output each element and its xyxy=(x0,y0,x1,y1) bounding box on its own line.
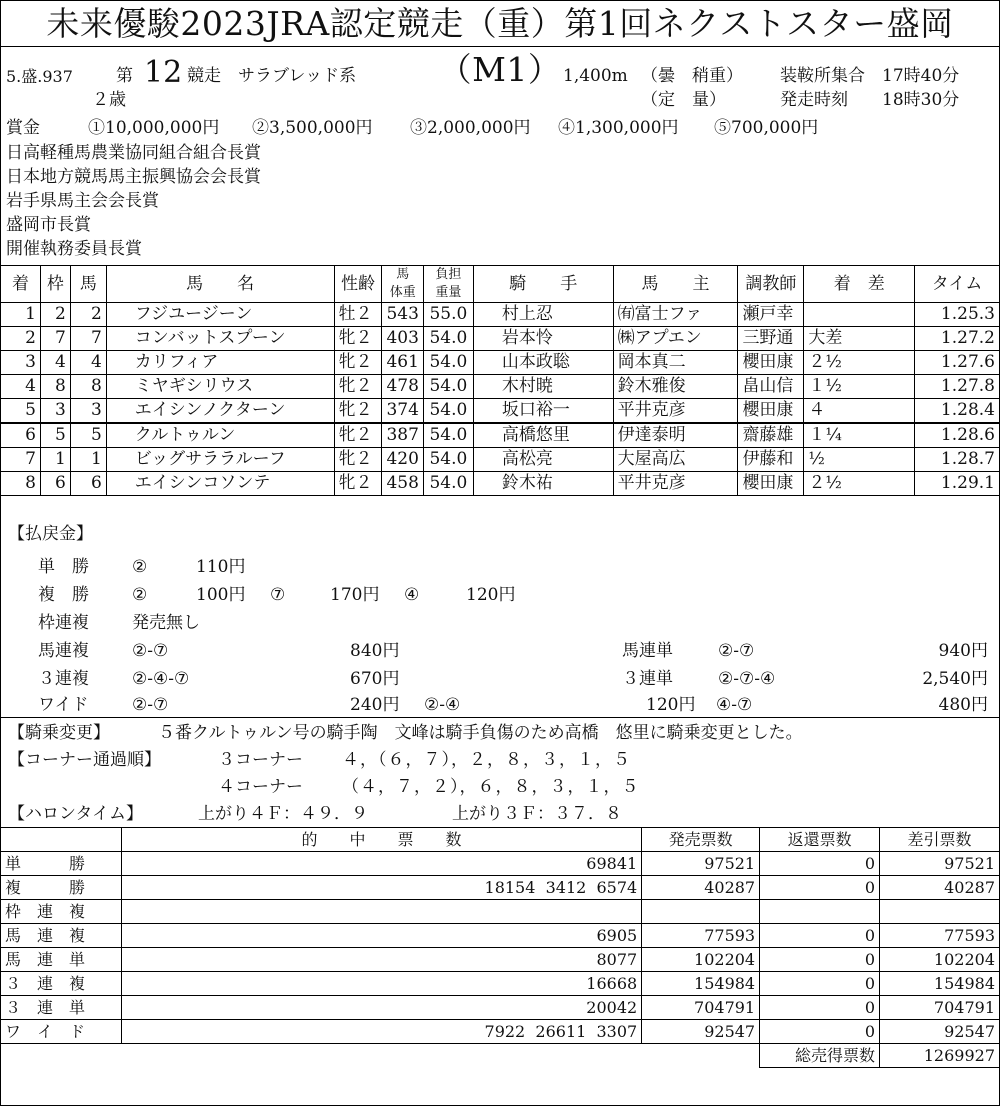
result-trainer: 櫻田康 xyxy=(738,472,804,496)
results-header-row xyxy=(1,266,1000,303)
result-owner: 岡本真二 xyxy=(613,351,738,375)
votes-label: ３ 連 複 xyxy=(1,972,122,996)
result-burden: 54.0 xyxy=(423,327,473,351)
result-margin: １¼ xyxy=(804,423,915,448)
gather-label: 装鞍所集合 xyxy=(780,66,865,86)
race-number: 12 xyxy=(144,55,183,90)
prize-2: ②3,500,000円 xyxy=(252,118,373,138)
result-owner: 平井克彦 xyxy=(613,399,738,424)
header-weight xyxy=(382,266,423,303)
votes-label: ３ 連 単 xyxy=(1,996,122,1020)
race-weight-rule: （定 量） xyxy=(641,90,726,110)
result-frame: 5 xyxy=(40,423,70,448)
payout-heading: 【払戻金】 xyxy=(8,524,93,544)
votes-row xyxy=(1,924,1000,948)
result-time: 1.27.8 xyxy=(915,375,1000,399)
prize-4: ④1,300,000円 xyxy=(558,118,679,138)
votes-label: 単 勝 xyxy=(1,852,122,876)
result-jockey: 山本政聡 xyxy=(473,351,613,375)
tansho-combo: ② xyxy=(132,557,148,577)
last-4f: 上がり４Ｆ：４９．９ xyxy=(198,804,368,824)
result-owner: 伊達泰明 xyxy=(613,423,738,448)
result-weight: 374 xyxy=(382,399,423,424)
result-jockey: 鈴木祐 xyxy=(473,472,613,496)
sanren-tan-amount: 2,540円 xyxy=(922,669,988,689)
votes-refund xyxy=(760,900,880,924)
votes-hit: 18154 3412 6574 xyxy=(121,876,641,900)
votes-net: 704791 xyxy=(880,996,1000,1020)
votes-label: 複 勝 xyxy=(1,876,122,900)
header-rank: 着 xyxy=(1,266,41,303)
result-horse: カリフィア xyxy=(106,351,334,375)
award-3: 岩手県馬主会会長賞 xyxy=(6,191,159,211)
header-jockey: 騎 手 xyxy=(473,266,613,303)
result-frame: 2 xyxy=(40,303,70,327)
race-distance: 1,400m xyxy=(563,66,628,86)
umaren-fuku-combo: ②-⑦ xyxy=(132,641,169,661)
votes-net: 40287 xyxy=(880,876,1000,900)
votes-row xyxy=(1,1020,1000,1044)
result-weight: 458 xyxy=(382,472,423,496)
votes-refund: 0 xyxy=(760,924,880,948)
result-margin: ½ xyxy=(804,448,915,472)
result-horse: エイシンコソンテ xyxy=(106,472,334,496)
wakuren-value: 発売無し xyxy=(132,613,200,633)
header-burden xyxy=(423,266,473,303)
result-frame: 7 xyxy=(40,327,70,351)
wide-amount-1: 240円 xyxy=(350,695,400,715)
votes-hit: 20042 xyxy=(121,996,641,1020)
votes-total-spacer xyxy=(1,1044,760,1068)
result-jockey: 高橋悠里 xyxy=(473,423,613,448)
change-text: ５番クルトゥルン号の騎手陶 文峰は騎手負傷のため高橋 悠里に騎乗変更とした。 xyxy=(158,723,803,743)
result-num: 7 xyxy=(70,327,106,351)
votes-refund: 0 xyxy=(760,852,880,876)
header-frame: 枠 xyxy=(40,266,70,303)
result-jockey: 木村暁 xyxy=(473,375,613,399)
votes-refund: 0 xyxy=(760,948,880,972)
result-num: 2 xyxy=(70,303,106,327)
header-owner: 馬 主 xyxy=(613,266,738,303)
result-jockey: 高松亮 xyxy=(473,448,613,472)
result-weight: 403 xyxy=(382,327,423,351)
sanren-tan-combo: ②-⑦-④ xyxy=(718,669,776,689)
votes-label: ワ イ ド xyxy=(1,1020,122,1044)
header-burden-line2: 重量 xyxy=(435,285,462,300)
votes-header-row xyxy=(1,828,1000,852)
votes-hit xyxy=(121,900,641,924)
votes-label: 枠 連 複 xyxy=(1,900,122,924)
header-weight-line1: 馬 xyxy=(396,267,410,282)
votes-refund: 0 xyxy=(760,996,880,1020)
result-sexage: 牝２ xyxy=(334,472,382,496)
race-breed: サラブレッド系 xyxy=(238,66,357,86)
wide-combo-2: ②-④ xyxy=(424,695,461,715)
umaren-tan-label: 馬連単 xyxy=(622,641,673,661)
result-sexage: 牝２ xyxy=(334,351,382,375)
fukusho-amount-3: 120円 xyxy=(466,585,516,605)
votes-net: 97521 xyxy=(880,852,1000,876)
result-row xyxy=(1,327,1000,351)
result-horse: ミヤギシリウス xyxy=(106,375,334,399)
result-burden: 55.0 xyxy=(423,303,473,327)
votes-total-row xyxy=(1,1044,1000,1068)
result-frame: 6 xyxy=(40,472,70,496)
votes-sold: 40287 xyxy=(642,876,760,900)
votes-sold: 97521 xyxy=(642,852,760,876)
award-4: 盛岡市長賞 xyxy=(6,215,91,235)
result-margin: ２½ xyxy=(804,472,915,496)
wakuren-label: 枠連複 xyxy=(38,613,89,633)
votes-hit: 69841 xyxy=(121,852,641,876)
result-owner: 大屋高広 xyxy=(613,448,738,472)
corner-label: 【コーナー通過順】 xyxy=(8,750,161,770)
race-code: 5.盛.937 xyxy=(6,67,73,86)
result-num: 3 xyxy=(70,399,106,424)
change-label: 【騎乗変更】 xyxy=(8,723,110,743)
fukusho-combo-3: ④ xyxy=(404,585,420,605)
sanren-tan-label: ３連単 xyxy=(622,669,673,689)
corner3-order: ４，（６，７），２，８，３，１，５ xyxy=(342,750,631,770)
result-horse: ビッグサララルーフ xyxy=(106,448,334,472)
votes-sold: 154984 xyxy=(642,972,760,996)
result-margin: ２½ xyxy=(804,351,915,375)
fukusho-amount-2: 170円 xyxy=(330,585,380,605)
result-row xyxy=(1,472,1000,496)
result-time: 1.27.6 xyxy=(915,351,1000,375)
votes-total-value: 1269927 xyxy=(880,1044,1000,1068)
umaren-fuku-amount: 840円 xyxy=(350,641,400,661)
prize-3: ③2,000,000円 xyxy=(410,118,531,138)
votes-hit: 8077 xyxy=(121,948,641,972)
result-weight: 461 xyxy=(382,351,423,375)
result-owner: ㈲富士ファ xyxy=(613,303,738,327)
result-trainer: 三野通 xyxy=(738,327,804,351)
result-rank: 5 xyxy=(1,399,41,424)
result-horse: エイシンノクターン xyxy=(106,399,334,424)
result-sexage: 牝２ xyxy=(334,423,382,448)
result-time: 1.29.1 xyxy=(915,472,1000,496)
result-num: 8 xyxy=(70,375,106,399)
race-title: 未来優駿2023JRA認定競走（重）第1回ネクストスター盛岡（M1） xyxy=(0,0,1000,47)
wide-combo-1: ②-⑦ xyxy=(132,695,169,715)
result-row xyxy=(1,303,1000,327)
result-num: 5 xyxy=(70,423,106,448)
votes-row xyxy=(1,852,1000,876)
race-dai: 第 xyxy=(116,66,133,86)
result-burden: 54.0 xyxy=(423,423,473,448)
votes-net xyxy=(880,900,1000,924)
result-margin: ４ xyxy=(804,399,915,424)
result-horse: クルトゥルン xyxy=(106,423,334,448)
votes-hit: 6905 xyxy=(121,924,641,948)
header-weight-line2: 体重 xyxy=(389,285,416,300)
votes-refund: 0 xyxy=(760,876,880,900)
result-row xyxy=(1,423,1000,448)
header-sexage: 性齢 xyxy=(334,266,382,303)
umaren-fuku-label: 馬連複 xyxy=(38,641,89,661)
result-jockey: 岩本怜 xyxy=(473,327,613,351)
fukusho-combo-2: ⑦ xyxy=(270,585,286,605)
votes-label: 馬 連 複 xyxy=(1,924,122,948)
votes-row xyxy=(1,900,1000,924)
result-owner: ㈱アプエン xyxy=(613,327,738,351)
tansho-label: 単 勝 xyxy=(38,557,89,577)
votes-net: 92547 xyxy=(880,1020,1000,1044)
umaren-tan-amount: 940円 xyxy=(938,641,988,661)
result-sexage: 牝２ xyxy=(334,375,382,399)
result-burden: 54.0 xyxy=(423,375,473,399)
result-burden: 54.0 xyxy=(423,448,473,472)
votes-label: 馬 連 単 xyxy=(1,948,122,972)
votes-table xyxy=(0,827,1000,1068)
result-time: 1.28.6 xyxy=(915,423,1000,448)
result-owner: 平井克彦 xyxy=(613,472,738,496)
result-weight: 478 xyxy=(382,375,423,399)
corner3-label: ３コーナー xyxy=(218,750,303,770)
result-time: 1.28.4 xyxy=(915,399,1000,424)
votes-header-refund: 返還票数 xyxy=(760,828,880,852)
start-time: 18時30分 xyxy=(882,90,960,110)
votes-net: 154984 xyxy=(880,972,1000,996)
votes-refund: 0 xyxy=(760,1020,880,1044)
votes-sold: 704791 xyxy=(642,996,760,1020)
tansho-amount: 110円 xyxy=(196,557,246,577)
result-jockey: 坂口裕一 xyxy=(473,399,613,424)
result-rank: 6 xyxy=(1,423,41,448)
result-owner: 鈴木雅俊 xyxy=(613,375,738,399)
wide-amount-2: 120円 xyxy=(646,695,696,715)
furlong-label: 【ハロンタイム】 xyxy=(8,804,143,824)
payout-divider xyxy=(0,717,1000,718)
votes-header-hit: 的 中 票 数 xyxy=(121,828,641,852)
result-burden: 54.0 xyxy=(423,351,473,375)
wide-amount-3: 480円 xyxy=(938,695,988,715)
votes-header-sold: 発売票数 xyxy=(642,828,760,852)
header-burden-line1: 負担 xyxy=(435,267,462,282)
votes-row xyxy=(1,996,1000,1020)
prize-5: ⑤700,000円 xyxy=(714,118,819,138)
result-weight: 387 xyxy=(382,423,423,448)
gather-time: 17時40分 xyxy=(882,66,960,86)
umaren-tan-combo: ②-⑦ xyxy=(718,641,755,661)
last-3f: 上がり３Ｆ：３７．８ xyxy=(452,804,622,824)
result-margin: 大差 xyxy=(804,327,915,351)
result-frame: 4 xyxy=(40,351,70,375)
sanren-fuku-label: ３連複 xyxy=(38,669,89,689)
race-weather-track: （曇 稍重） xyxy=(641,66,743,86)
votes-net: 102204 xyxy=(880,948,1000,972)
result-rank: 8 xyxy=(1,472,41,496)
result-sexage: 牡２ xyxy=(334,303,382,327)
fukusho-combo-1: ② xyxy=(132,585,148,605)
votes-net: 77593 xyxy=(880,924,1000,948)
votes-sold xyxy=(642,900,760,924)
votes-hit: 7922 26611 3307 xyxy=(121,1020,641,1044)
result-frame: 8 xyxy=(40,375,70,399)
result-trainer: 畠山信 xyxy=(738,375,804,399)
result-rank: 2 xyxy=(1,327,41,351)
result-row xyxy=(1,375,1000,399)
votes-row xyxy=(1,972,1000,996)
result-weight: 543 xyxy=(382,303,423,327)
result-frame: 3 xyxy=(40,399,70,424)
result-horse: コンバットスプーン xyxy=(106,327,334,351)
result-num: 1 xyxy=(70,448,106,472)
votes-header-net: 差引票数 xyxy=(880,828,1000,852)
result-jockey: 村上忍 xyxy=(473,303,613,327)
result-horse: フジユージーン xyxy=(106,303,334,327)
result-num: 4 xyxy=(70,351,106,375)
result-trainer: 櫻田康 xyxy=(738,399,804,424)
votes-sold: 102204 xyxy=(642,948,760,972)
result-trainer: 櫻田康 xyxy=(738,351,804,375)
race-kyoso: 競走 xyxy=(187,66,221,86)
header-trainer: 調教師 xyxy=(738,266,804,303)
result-margin xyxy=(804,303,915,327)
votes-total-label: 総売得票数 xyxy=(760,1044,880,1068)
result-trainer: 伊藤和 xyxy=(738,448,804,472)
result-frame: 1 xyxy=(40,448,70,472)
votes-header-blank xyxy=(1,828,122,852)
award-1: 日高軽種馬農業協同組合組合長賞 xyxy=(6,143,261,163)
result-burden: 54.0 xyxy=(423,472,473,496)
header-margin: 着 差 xyxy=(804,266,915,303)
result-time: 1.27.2 xyxy=(915,327,1000,351)
results-table xyxy=(0,265,1000,496)
sanren-fuku-combo: ②-④-⑦ xyxy=(132,669,190,689)
result-num: 6 xyxy=(70,472,106,496)
award-2: 日本地方競馬馬主振興協会会長賞 xyxy=(6,167,261,187)
race-age: ２歳 xyxy=(92,90,126,110)
prize-1: ①10,000,000円 xyxy=(88,118,220,138)
result-rank: 1 xyxy=(1,303,41,327)
result-burden: 54.0 xyxy=(423,399,473,424)
votes-hit: 16668 xyxy=(121,972,641,996)
result-time: 1.28.7 xyxy=(915,448,1000,472)
header-horse: 馬 名 xyxy=(106,266,334,303)
result-rank: 4 xyxy=(1,375,41,399)
result-margin: １½ xyxy=(804,375,915,399)
fukusho-label: 複 勝 xyxy=(38,585,89,605)
votes-row xyxy=(1,876,1000,900)
votes-refund: 0 xyxy=(760,972,880,996)
result-rank: 7 xyxy=(1,448,41,472)
award-5: 開催執務委員長賞 xyxy=(6,239,142,259)
votes-sold: 77593 xyxy=(642,924,760,948)
result-sexage: 牝２ xyxy=(334,327,382,351)
result-row xyxy=(1,399,1000,424)
result-row xyxy=(1,448,1000,472)
result-trainer: 瀬戸幸 xyxy=(738,303,804,327)
result-trainer: 齋藤雄 xyxy=(738,423,804,448)
result-time: 1.25.3 xyxy=(915,303,1000,327)
corner4-label: ４コーナー xyxy=(218,777,303,797)
sanren-fuku-amount: 670円 xyxy=(350,669,400,689)
fukusho-amount-1: 100円 xyxy=(196,585,246,605)
prize-label: 賞金 xyxy=(6,118,40,138)
header-time: タイム xyxy=(915,266,1000,303)
header-num: 馬 xyxy=(70,266,106,303)
result-sexage: 牝２ xyxy=(334,448,382,472)
votes-row xyxy=(1,948,1000,972)
wide-combo-3: ④-⑦ xyxy=(716,695,753,715)
wide-label: ワイド xyxy=(38,695,89,715)
result-weight: 420 xyxy=(382,448,423,472)
result-row xyxy=(1,351,1000,375)
start-label: 発走時刻 xyxy=(780,90,848,110)
result-rank: 3 xyxy=(1,351,41,375)
votes-sold: 92547 xyxy=(642,1020,760,1044)
result-sexage: 牝２ xyxy=(334,399,382,424)
corner4-order: （４，７，２），６，８，３，１，５ xyxy=(342,777,640,797)
